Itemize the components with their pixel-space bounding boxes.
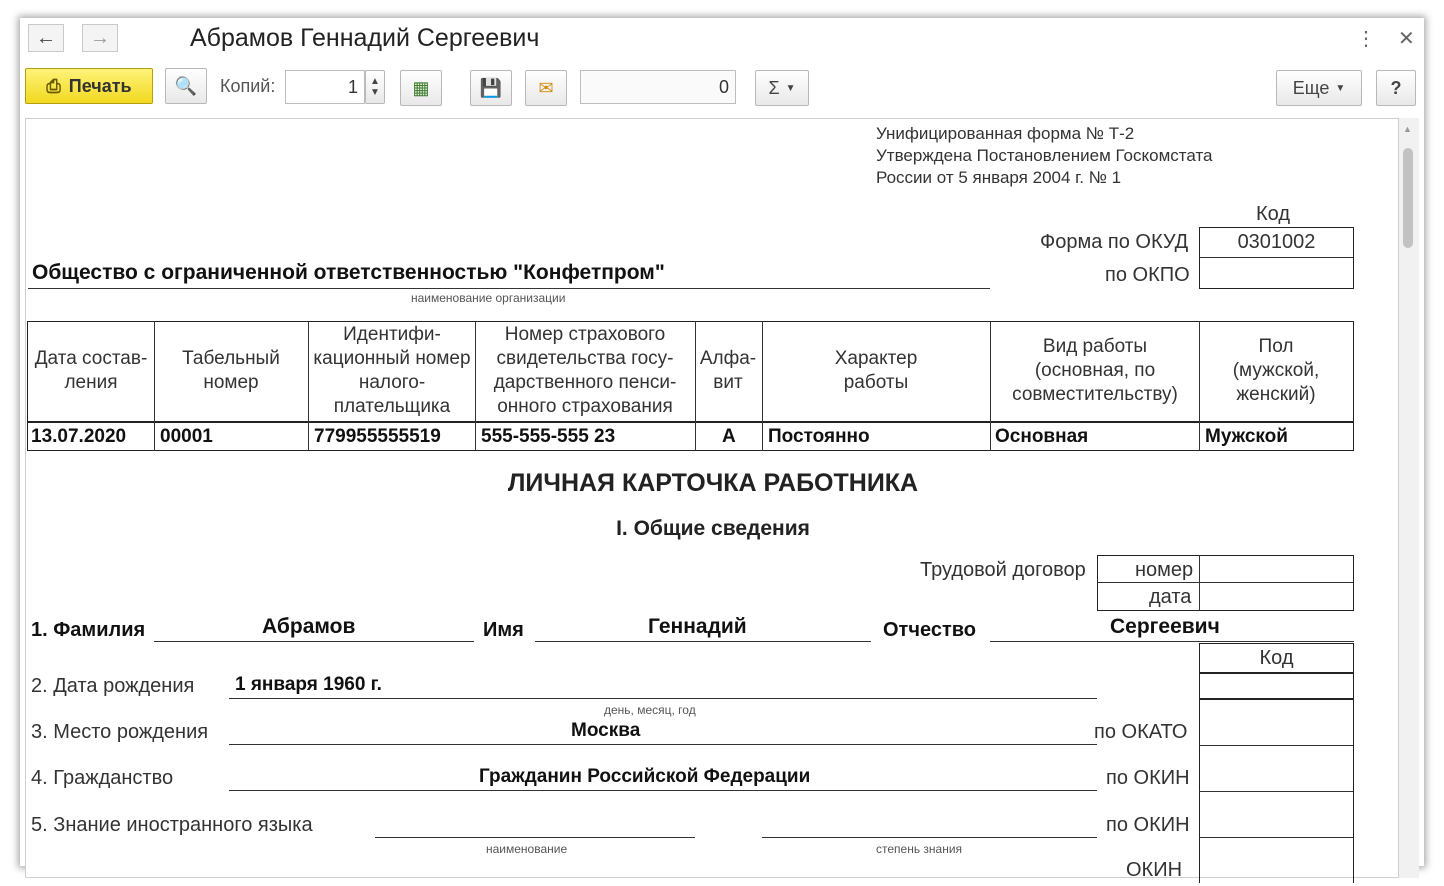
table-value-inn: 779955555519 — [314, 426, 441, 447]
table-vline — [1199, 321, 1200, 451]
patronymic-value: Сергеевич — [1110, 615, 1220, 638]
table-vline — [695, 321, 696, 451]
patronymic-underline — [990, 641, 1354, 642]
code-divider — [1199, 745, 1353, 746]
table-header-cell: Характер работы — [834, 348, 918, 393]
envelope-icon: ✉ — [538, 77, 554, 98]
divider — [1199, 257, 1353, 258]
close-icon[interactable]: ✕ — [1398, 28, 1415, 50]
code-label: Код — [1256, 203, 1291, 225]
code-divider — [1199, 698, 1353, 700]
form-header — [876, 123, 1213, 189]
okato-label: по ОКАТО — [1094, 721, 1188, 743]
okin-label: по ОКИН — [1106, 767, 1190, 789]
chevron-down-icon: ▼ — [785, 82, 796, 94]
table-header-cell: Пол (мужской, женский) — [1232, 336, 1320, 405]
table-header-cell: Дата состав-ления — [34, 348, 148, 393]
more-button[interactable] — [1276, 70, 1362, 106]
table-header-cell: Идентифи-кационный номер налого-плательщика — [313, 324, 471, 417]
form-header-line: Утверждена Постановлением Госкомстата — [876, 146, 1213, 165]
birthplace-value: Москва — [571, 720, 641, 741]
print-label: Печать — [68, 75, 132, 96]
sum-field: 0 — [580, 70, 736, 104]
copies-stepper[interactable] — [365, 70, 385, 104]
table-vline — [308, 321, 309, 451]
vertical-scrollbar[interactable] — [1399, 118, 1419, 878]
name-value: Геннадий — [648, 615, 747, 638]
more-label: Еще — [1292, 77, 1330, 98]
birth-label: 2. Дата рождения — [31, 675, 195, 697]
arrow-left-icon: ← — [36, 26, 56, 49]
floppy-icon: 💾 — [479, 77, 503, 98]
table-divider — [27, 421, 1354, 423]
forward-button[interactable] — [82, 24, 118, 52]
table-vline — [154, 321, 155, 451]
table-value-gender: Мужской — [1205, 426, 1288, 447]
table-edit-icon: ▦ — [412, 77, 430, 98]
table-value-work-type: Основная — [995, 426, 1089, 447]
preview-icon: 🔍 — [174, 75, 198, 96]
back-button[interactable] — [28, 24, 64, 52]
form-header-line: России от 5 января 2004 г. № 1 — [876, 168, 1122, 187]
org-name: Общество с ограниченной ответственностью "Конфетпром" — [32, 261, 665, 284]
code-column — [1199, 643, 1354, 883]
table-value-personnel-number: 00001 — [160, 426, 213, 447]
table-header-cell: Вид работы (основная, по совместительству) — [1012, 336, 1178, 405]
sigma-icon: Σ — [768, 77, 780, 98]
table-value-snils: 555-555-555 23 — [481, 426, 616, 447]
code-label-2: Код — [1259, 647, 1294, 669]
table-header-cell: Табельный номер — [182, 348, 280, 393]
copies-label: Копий: — [220, 76, 276, 96]
citizenship-underline — [229, 790, 1097, 791]
okud-value: 0301002 — [1237, 231, 1316, 253]
contract-vline — [1199, 555, 1200, 611]
name-label: Имя — [483, 619, 524, 641]
language-label: 5. Знание иностранного языка — [31, 814, 313, 836]
preview-button[interactable] — [165, 68, 207, 104]
patronymic-label: Отчество — [883, 619, 976, 641]
contract-label: Трудовой договор — [920, 559, 1086, 581]
okin-label-3: ОКИН — [1126, 859, 1183, 881]
birth-value: 1 января 1960 г. — [235, 674, 382, 695]
card-title: ЛИЧНАЯ КАРТОЧКА РАБОТНИКА — [507, 469, 919, 497]
scrollbar-thumb[interactable] — [1403, 148, 1413, 248]
surname-underline — [154, 641, 474, 642]
birth-caption: день, месяц, год — [604, 703, 696, 717]
org-caption: наименование организации — [411, 291, 566, 305]
edit-table-button[interactable] — [400, 70, 442, 106]
help-button[interactable]: ? — [1376, 70, 1416, 106]
code-divider — [1199, 672, 1353, 674]
form-header-line: Унифицированная форма № Т-2 — [876, 124, 1135, 143]
table-header-cell: Номер страхового свидетельства госу-дарственного пенси-онного страхования — [493, 324, 677, 417]
table-value-date: 13.07.2020 — [31, 426, 127, 447]
scroll-up-icon[interactable]: ▲ — [1403, 124, 1412, 134]
language-caption-level: степень знания — [876, 842, 963, 856]
print-button[interactable] — [25, 68, 153, 104]
org-name-underline — [28, 288, 990, 289]
sum-dropdown[interactable] — [755, 70, 809, 106]
save-button[interactable] — [470, 70, 512, 106]
surname-value: Абрамов — [262, 615, 356, 638]
name-underline — [535, 641, 871, 642]
contract-date-label: дата — [1149, 586, 1192, 608]
table-value-alphabet: А — [722, 426, 736, 447]
table-header-cell: Алфа-вит — [699, 348, 757, 393]
section-title: I. Общие сведения — [616, 517, 810, 540]
more-vert-icon[interactable]: ⋮ — [1356, 28, 1376, 50]
table-value-work-nature: Постоянно — [768, 426, 870, 447]
window-title: Абрамов Геннадий Сергеевич — [190, 24, 540, 52]
language-name-underline — [375, 837, 695, 838]
code-divider — [1199, 837, 1353, 838]
language-level-underline — [762, 837, 1097, 838]
citizenship-label: 4. Гражданство — [31, 767, 174, 789]
table-vline — [762, 321, 763, 451]
table-vline — [475, 321, 476, 451]
surname-label: 1. Фамилия — [31, 619, 146, 641]
document-window — [20, 18, 1424, 881]
copies-input[interactable]: 1 — [285, 70, 365, 104]
printer-icon: ⎙ — [46, 75, 61, 96]
citizenship-value: Гражданин Российской Федерации — [479, 766, 811, 787]
language-caption-name: наименование — [486, 842, 568, 856]
chevron-down-icon: ▼ — [1335, 82, 1346, 94]
stepper-down-icon: ▼ — [370, 87, 380, 98]
okpo-label: по ОКПО — [1105, 264, 1190, 286]
stepper-up-icon: ▲ — [370, 76, 380, 87]
okin-label-2: по ОКИН — [1106, 814, 1190, 836]
email-button[interactable] — [525, 70, 567, 106]
birthplace-label: 3. Место рождения — [31, 721, 209, 743]
code-divider — [1199, 791, 1353, 792]
arrow-right-icon: → — [90, 26, 110, 49]
document-area — [25, 118, 1399, 881]
birth-underline — [229, 698, 1097, 699]
table-vline — [990, 321, 991, 451]
contract-divider — [1097, 582, 1353, 583]
contract-number-label: номер — [1135, 559, 1194, 581]
birthplace-underline — [229, 744, 1097, 745]
okud-label: Форма по ОКУД — [1040, 231, 1189, 253]
title-bar — [20, 18, 1424, 62]
